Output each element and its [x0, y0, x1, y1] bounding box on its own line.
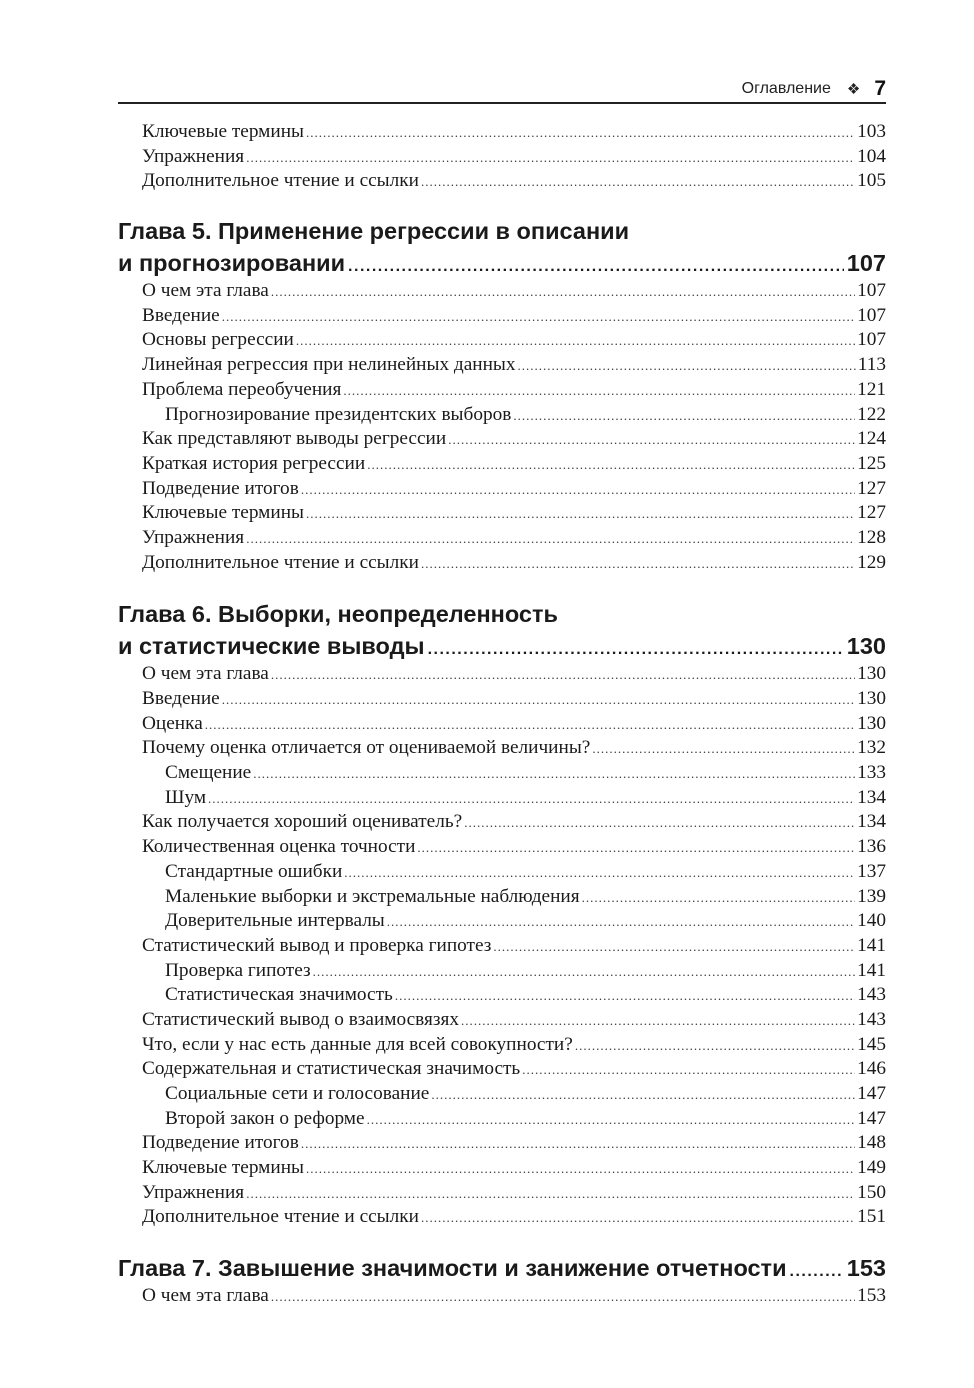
toc-entry[interactable] [118, 526, 886, 551]
toc-entry-title: Оценка [142, 712, 203, 734]
toc-entry-page: 129 [857, 551, 886, 573]
leader-dots [522, 1058, 855, 1083]
toc-entry-page: 132 [857, 737, 886, 759]
toc-entry-title: Проверка гипотез [165, 959, 311, 981]
toc-entry-title: Упражнения [142, 526, 245, 548]
toc-entry-page: 107 [857, 329, 886, 351]
toc-subentry[interactable] [118, 1082, 886, 1107]
leader-dots [246, 527, 855, 552]
toc-entry[interactable] [118, 452, 886, 477]
leader-dots [387, 910, 855, 935]
toc-entry-page: 141 [857, 934, 886, 956]
toc-entry-page: 145 [857, 1033, 886, 1055]
toc-subentry[interactable] [118, 860, 886, 885]
chapter-page: 130 [846, 633, 886, 660]
toc-entry[interactable] [118, 304, 886, 329]
toc-entry-page: 125 [857, 452, 886, 474]
leader-dots [448, 428, 855, 453]
toc-entry-page: 151 [857, 1206, 886, 1228]
leader-dots [461, 1009, 855, 1034]
toc-entry-title: Статистический вывод и проверка гипотез [142, 934, 492, 956]
running-header-title: Оглавление [741, 80, 831, 97]
toc-entry-page: 130 [857, 663, 886, 685]
leader-dots [348, 251, 844, 283]
chapter-page: 153 [846, 1255, 886, 1282]
toc-entry-title: Социальные сети и голосование [165, 1083, 430, 1104]
leader-dots [428, 634, 844, 666]
leader-dots [464, 811, 855, 836]
leader-dots [417, 836, 855, 861]
toc-entry-title: Содержательная и статистическая значимость [142, 1058, 521, 1080]
toc-entry[interactable] [118, 477, 886, 502]
toc-entry-page: 150 [857, 1181, 886, 1203]
toc-entry[interactable] [118, 1008, 886, 1033]
toc-entry-page: 124 [857, 428, 886, 450]
toc-entry-page: 128 [857, 526, 886, 548]
toc-entry-page: 122 [857, 403, 886, 425]
toc-entry-page: 127 [857, 477, 886, 499]
leader-dots [421, 1206, 855, 1231]
toc-entry-page: 139 [857, 885, 886, 907]
chapter-title-line: и статистические выводы [118, 633, 425, 660]
chapter-title-line: и прогнозировании [118, 250, 346, 277]
toc-entry-title: Подведение итогов [142, 477, 299, 499]
header-rule [118, 102, 886, 104]
toc-entry-page: 153 [857, 1285, 886, 1307]
toc-entry-title: Упражнения [142, 1181, 245, 1203]
toc-entry-title: О чем эта глава [142, 663, 269, 685]
toc-entry[interactable] [118, 1033, 886, 1058]
toc-entry-page: 134 [857, 811, 886, 833]
leader-dots [344, 861, 855, 886]
toc-entry-title: Ключевые термины [142, 502, 304, 524]
toc-entry-page: 130 [857, 712, 886, 734]
toc-entry-page: 136 [857, 836, 886, 858]
chapter-heading-7[interactable] [118, 1252, 886, 1284]
toc-entry-title: Как получается хороший оцениватель? [142, 811, 463, 833]
toc-entry-title: Дополнительное чтение и ссылки [142, 1206, 419, 1228]
toc-entry[interactable] [118, 145, 886, 170]
toc-entry[interactable] [118, 835, 886, 860]
toc-entry-page: 146 [857, 1058, 886, 1080]
toc-subentry[interactable] [118, 786, 886, 811]
toc-entry-title: Введение [142, 688, 220, 709]
table-of-contents [118, 120, 886, 1309]
leader-dots [306, 1157, 855, 1182]
toc-entry[interactable] [118, 1057, 886, 1082]
leader-dots [790, 1256, 844, 1288]
toc-entry-title: Прогнозирование президентских выборов [165, 403, 512, 425]
leader-dots [367, 1108, 856, 1133]
toc-entry-title: Введение [142, 304, 220, 326]
toc-entry[interactable] [118, 120, 886, 145]
toc-subentry[interactable] [118, 1107, 886, 1132]
toc-entry-page: 134 [857, 786, 886, 808]
toc-entry-title: Стандартные ошибки [165, 860, 343, 882]
toc-entry[interactable] [118, 328, 886, 353]
toc-entry-title: О чем эта глава [142, 1285, 269, 1307]
leader-dots [518, 354, 856, 379]
chapter-title-line: Глава 5. Применение регрессии в описании [118, 218, 630, 245]
ornament-icon: ❖ [846, 81, 861, 98]
leader-dots [271, 663, 855, 688]
leader-dots [592, 737, 855, 762]
leader-dots [343, 379, 855, 404]
leader-dots [271, 1285, 855, 1310]
toc-entry[interactable] [118, 279, 886, 304]
toc-entry-title: Почему оценка отличается от оцениваемой величины? [142, 737, 591, 759]
toc-entry-title: Проблема переобучения [142, 378, 342, 400]
leader-dots [208, 787, 855, 812]
toc-entry[interactable] [118, 934, 886, 959]
leader-dots [222, 688, 855, 713]
toc-entry-page: 137 [857, 860, 886, 882]
leader-dots [246, 1182, 855, 1207]
leader-dots [513, 404, 855, 429]
toc-entry-title: Основы регрессии [142, 329, 294, 351]
leader-dots [313, 960, 855, 985]
toc-entry-title: Краткая история регрессии [142, 452, 366, 474]
toc-entry-title: Как представляют выводы регрессии [142, 428, 447, 450]
toc-entry-title: Количественная оценка точности [142, 836, 416, 858]
leader-dots [493, 935, 855, 960]
toc-entry-page: 148 [857, 1132, 886, 1154]
leader-dots [306, 502, 855, 527]
toc-entry[interactable] [118, 501, 886, 526]
leader-dots [296, 329, 855, 354]
chapter-title-line: Глава 6. Выборки, неопределенность [118, 601, 558, 628]
leader-dots [246, 146, 855, 171]
toc-entry-page: 147 [857, 1107, 886, 1129]
toc-entry[interactable] [118, 1156, 886, 1181]
toc-entry-title: Доверительные интервалы [165, 910, 385, 932]
page-number: 7 [874, 77, 886, 100]
toc-entry[interactable] [118, 736, 886, 761]
toc-entry[interactable] [118, 1284, 886, 1309]
toc-entry-page: 104 [857, 145, 886, 167]
toc-subentry[interactable] [118, 885, 886, 910]
running-header [118, 76, 886, 102]
toc-entry-page: 121 [857, 378, 886, 400]
leader-dots [431, 1083, 855, 1108]
leader-dots [301, 1132, 855, 1157]
leader-dots [271, 280, 855, 305]
toc-entry-page: 143 [857, 1008, 886, 1030]
toc-entry[interactable] [118, 1181, 886, 1206]
toc-entry[interactable] [118, 378, 886, 403]
toc-entry-title: Шум [165, 786, 207, 808]
toc-entry[interactable] [118, 712, 886, 737]
leader-dots [421, 170, 855, 195]
toc-entry-title: Линейная регрессия при нелинейных данных [142, 354, 516, 376]
leader-dots [367, 453, 855, 478]
leader-dots [222, 305, 855, 330]
toc-entry[interactable] [118, 551, 886, 576]
toc-entry-page: 113 [857, 354, 886, 376]
toc-entry-page: 143 [857, 984, 886, 1006]
toc-entry-title: Смещение [165, 762, 252, 784]
toc-entry-title: Ключевые термины [142, 121, 304, 142]
toc-entry-title: Второй закон о реформе [165, 1107, 365, 1129]
toc-entry-title: Ключевые термины [142, 1157, 304, 1179]
toc-entry-page: 130 [857, 688, 886, 709]
toc-entry-title: Что, если у нас есть данные для всей совокупности? [142, 1033, 573, 1055]
toc-entry-title: Маленькие выборки и экстремальные наблюдения [165, 885, 580, 907]
toc-entry[interactable] [118, 662, 886, 687]
toc-subentry[interactable] [118, 983, 886, 1008]
toc-subentry[interactable] [118, 909, 886, 934]
toc-entry-page: 133 [857, 762, 886, 784]
toc-subentry[interactable] [118, 403, 886, 428]
toc-subentry[interactable] [118, 959, 886, 984]
toc-entry-title: Дополнительное чтение и ссылки [142, 170, 419, 192]
chapter-page: 107 [846, 250, 886, 277]
chapter-title-line: Глава 7. Завышение значимости и занижение отчетности [118, 1255, 787, 1282]
toc-entry[interactable] [118, 427, 886, 452]
toc-entry[interactable] [118, 687, 886, 712]
leader-dots [306, 121, 855, 146]
leader-dots [301, 478, 855, 503]
toc-entry-page: 147 [857, 1083, 886, 1104]
toc-entry-title: Дополнительное чтение и ссылки [142, 551, 419, 573]
toc-entry-page: 141 [857, 959, 886, 981]
toc-entry-page: 107 [857, 280, 886, 302]
toc-entry-title: О чем эта глава [142, 280, 269, 302]
toc-entry[interactable] [118, 353, 886, 378]
chapter-heading-6[interactable] [118, 598, 886, 662]
toc-entry-title: Статистический вывод о взаимосвязях [142, 1008, 460, 1030]
toc-entry-title: Упражнения [142, 145, 245, 167]
leader-dots [205, 713, 855, 738]
toc-entry-title: Статистическая значимость [165, 984, 393, 1006]
toc-entry-page: 107 [857, 304, 886, 326]
leader-dots [395, 984, 855, 1009]
leader-dots [575, 1034, 855, 1059]
toc-entry-page: 105 [857, 170, 886, 192]
toc-entry-page: 127 [857, 502, 886, 524]
toc-entry-page: 149 [857, 1157, 886, 1179]
toc-entry-page: 140 [857, 910, 886, 932]
toc-entry[interactable] [118, 169, 886, 194]
toc-entry[interactable] [118, 1131, 886, 1156]
leader-dots [582, 886, 855, 911]
chapter-heading-5[interactable] [118, 215, 886, 279]
toc-entry-page: 103 [857, 121, 886, 142]
toc-entry[interactable] [118, 1205, 886, 1230]
leader-dots [421, 552, 855, 577]
toc-subentry[interactable] [118, 761, 886, 786]
leader-dots [253, 762, 855, 787]
toc-entry-title: Подведение итогов [142, 1132, 299, 1154]
toc-entry[interactable] [118, 810, 886, 835]
